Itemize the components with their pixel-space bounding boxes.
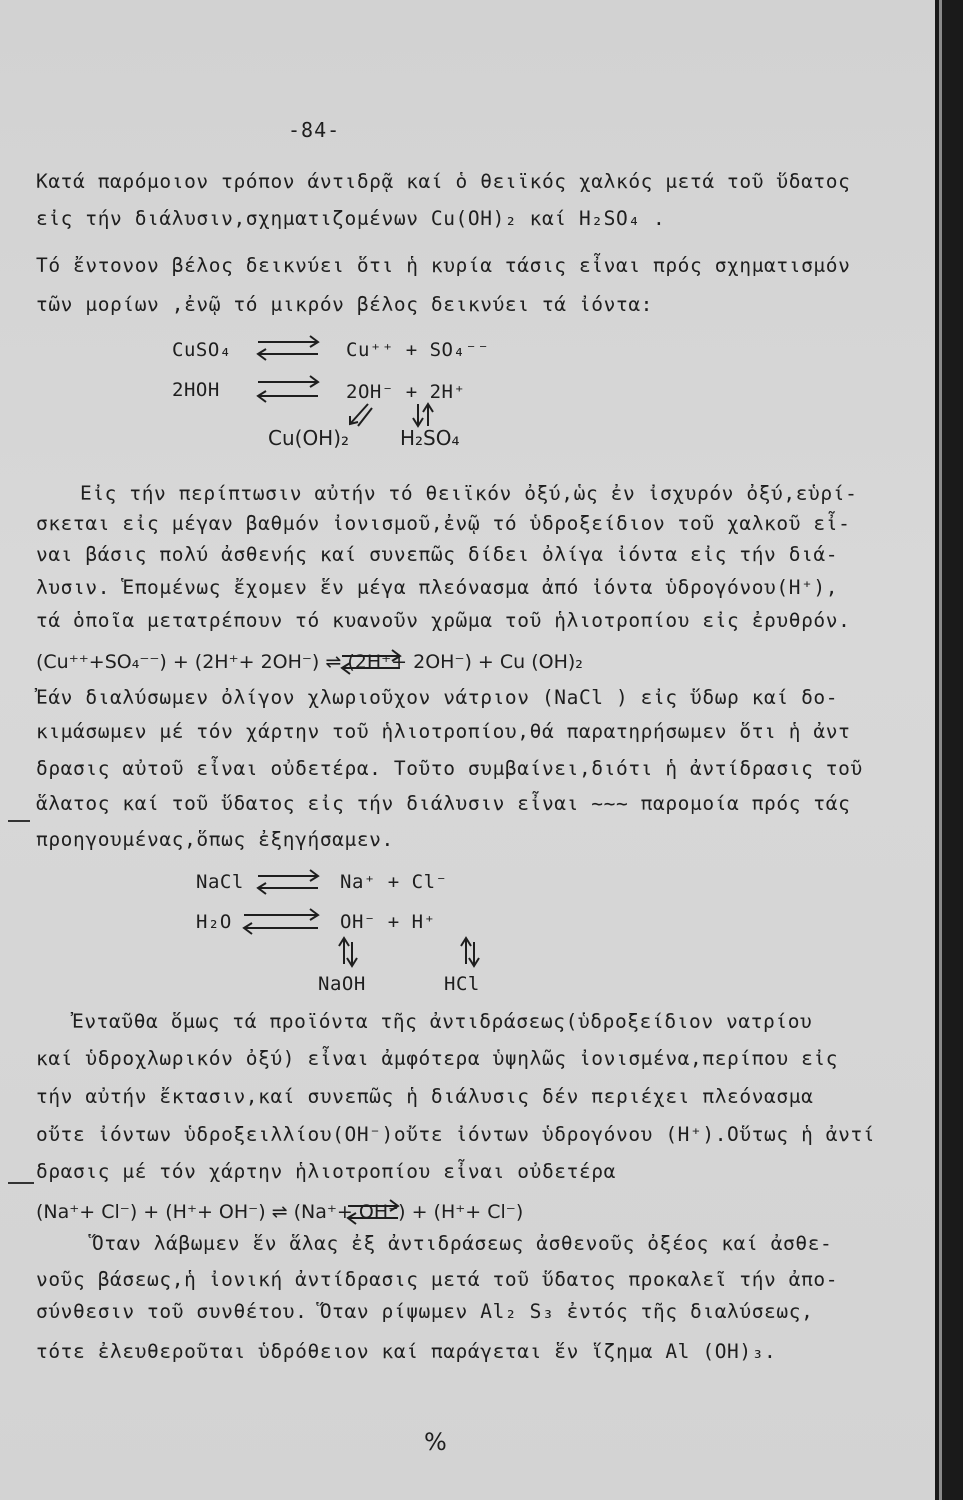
text-line: Ἐνταῦθα ὅμως τά προϊόντα τῆς ἀντιδράσεως(ὑδροξείδιον νατρίου	[72, 1010, 813, 1033]
text-line: κιμάσωμεν μέ τόν χάρτην τοῦ ἡλιοτροπίου,θά παρατηρήσωμεν ὅτι ἡ ἀντ	[36, 720, 851, 743]
reactant-h2o: H₂O	[196, 911, 232, 933]
text-line: Ὅταν λάβωμεν ἕν ἅλας ἐξ ἀντιδράσεως ἀσθενοῦς ὀξέος καί ἀσθε-	[92, 1232, 833, 1255]
text-line: εἰς τήν διάλυσιν,σχηματιζομένων Cu(OH)₂ καί H₂SO₄ .	[36, 207, 666, 230]
ions-na-cl: Na⁺ + Cl⁻	[340, 871, 448, 893]
text-line: δρασις αὐτοῦ εἶναι οὐδετέρα. Τοῦτο συμβαίνει,διότι ἡ ἀντίδρασις τοῦ	[36, 757, 863, 780]
page-footer-mark: %	[424, 1428, 447, 1456]
reactant-cuso4: CuSO₄	[172, 339, 232, 361]
product-hcl: HCl	[444, 973, 480, 995]
reactant-nacl: NaCl	[196, 871, 244, 893]
product-h2so4: H₂SO₄	[400, 426, 460, 450]
ions-oh-h: 2OH⁻ + 2H⁺	[346, 381, 466, 403]
ions-oh-h: OH⁻ + H⁺	[340, 911, 436, 933]
ionic-equation-cuso4: (Cu⁺⁺+SO₄⁻⁻) + (2H⁺+ 2OH⁻) ⇌ (2H⁺+ 2OH⁻) + Cu (OH)₂	[36, 651, 583, 673]
text-line: νοῦς βάσεως,ἡ ἰονική ἀντίδρασις μετά τοῦ ὕδατος προκαλεῖ τήν ἀπο-	[36, 1268, 839, 1291]
text-line: καί ὑδροχλωρικόν ὀξύ) εἶναι ἀμφότερα ὑψηλῶς ἰονισμένα,περίπου εἰς	[36, 1047, 839, 1070]
ions-cu-so4: Cu⁺⁺ + SO₄⁻⁻	[346, 339, 490, 361]
text-line: τότε ἐλευθεροῦται ὑδρόθειον καί παράγεται ἕν ἵζημα Al (OH)₃.	[36, 1340, 777, 1363]
text-line: σκεται εἰς μέγαν βαθμόν ἰονισμοῦ,ἐνῷ τό ὑδροξείδιον τοῦ χαλκοῦ εἶ-	[36, 512, 851, 535]
page-number: -84-	[288, 118, 341, 142]
text-line: τῶν μορίων ,ἐνῷ τό μικρόν βέλος δεικνύει τά ἰόντα:	[36, 293, 653, 316]
text-line: ἅλατος καί τοῦ ὕδατος εἰς τήν διάλυσιν εἶναι ~~~ παρομοία πρός τάς	[36, 792, 851, 815]
text-line: οὔτε ἰόντων ὑδροξειλλίου(OH⁻)οὔτε ἰόντων ὑδρογόνου (H⁺).Οὕτως ἡ ἀντί	[36, 1123, 876, 1146]
text-line: λυσιν. Ἑπομένως ἔχομεν ἕν μέγα πλεόνασμα ἀπό ἰόντα ὑδρογόνου(H⁺),	[36, 576, 839, 599]
text-line: Εἰς τήν περίπτωσιν αὐτήν τό θειϊκόν ὀξύ,ὡς ἐν ἰσχυρόν ὀξύ,εὑρί-	[80, 482, 858, 505]
text-line: ναι βάσις πολύ ἀσθενής καί συνεπῶς δίδει ὀλίγα ἰόντα εἰς τήν διά-	[36, 543, 839, 566]
product-cu-oh2: Cu(OH)₂	[268, 426, 350, 450]
reactant-water: 2HOH	[172, 379, 220, 401]
text-line: σύνθεσιν τοῦ συνθέτου. Ὅταν ρίψωμεν Al₂ S₃ ἐντός τῆς διαλύσεως,	[36, 1300, 814, 1323]
text-line: Τό ἔντονον βέλος δεικνύει ὅτι ἡ κυρία τάσις εἶναι πρός σχηματισμόν	[36, 254, 851, 277]
text-line: Ἐάν διαλύσωμεν ὀλίγον χλωριοῦχον νάτριον (NaCl ) εἰς ὕδωρ καί δο-	[36, 686, 839, 709]
text-line: προηγουμένας,ὅπως ἐξηγήσαμεν.	[36, 828, 394, 851]
text-line: τήν αὐτήν ἔκτασιν,καί συνεπῶς ἡ διάλυσις δέν περιέχει πλεόνασμα	[36, 1085, 814, 1108]
text-line: τά ὁποῖα μετατρέπουν τό κυανοῦν χρῶμα τοῦ ἡλιοτροπίου εἰς ἐρυθρόν.	[36, 609, 851, 632]
text-line: Κατά παρόμοιον τρόπον άντιδρᾷ καί ὁ θειϊκός χαλκός μετά τοῦ ὕδατος	[36, 170, 851, 193]
ionic-equation-nacl: (Na⁺+ Cl⁻) + (H⁺+ OH⁻) ⇌ (Na⁺+ OH⁻) + (H⁺+ Cl⁻)	[36, 1201, 524, 1223]
product-naoh: NaOH	[318, 973, 366, 995]
text-line: δρασις μέ τόν χάρτην ἡλιοτροπίου εἶναι οὐδετέρα	[36, 1160, 616, 1183]
